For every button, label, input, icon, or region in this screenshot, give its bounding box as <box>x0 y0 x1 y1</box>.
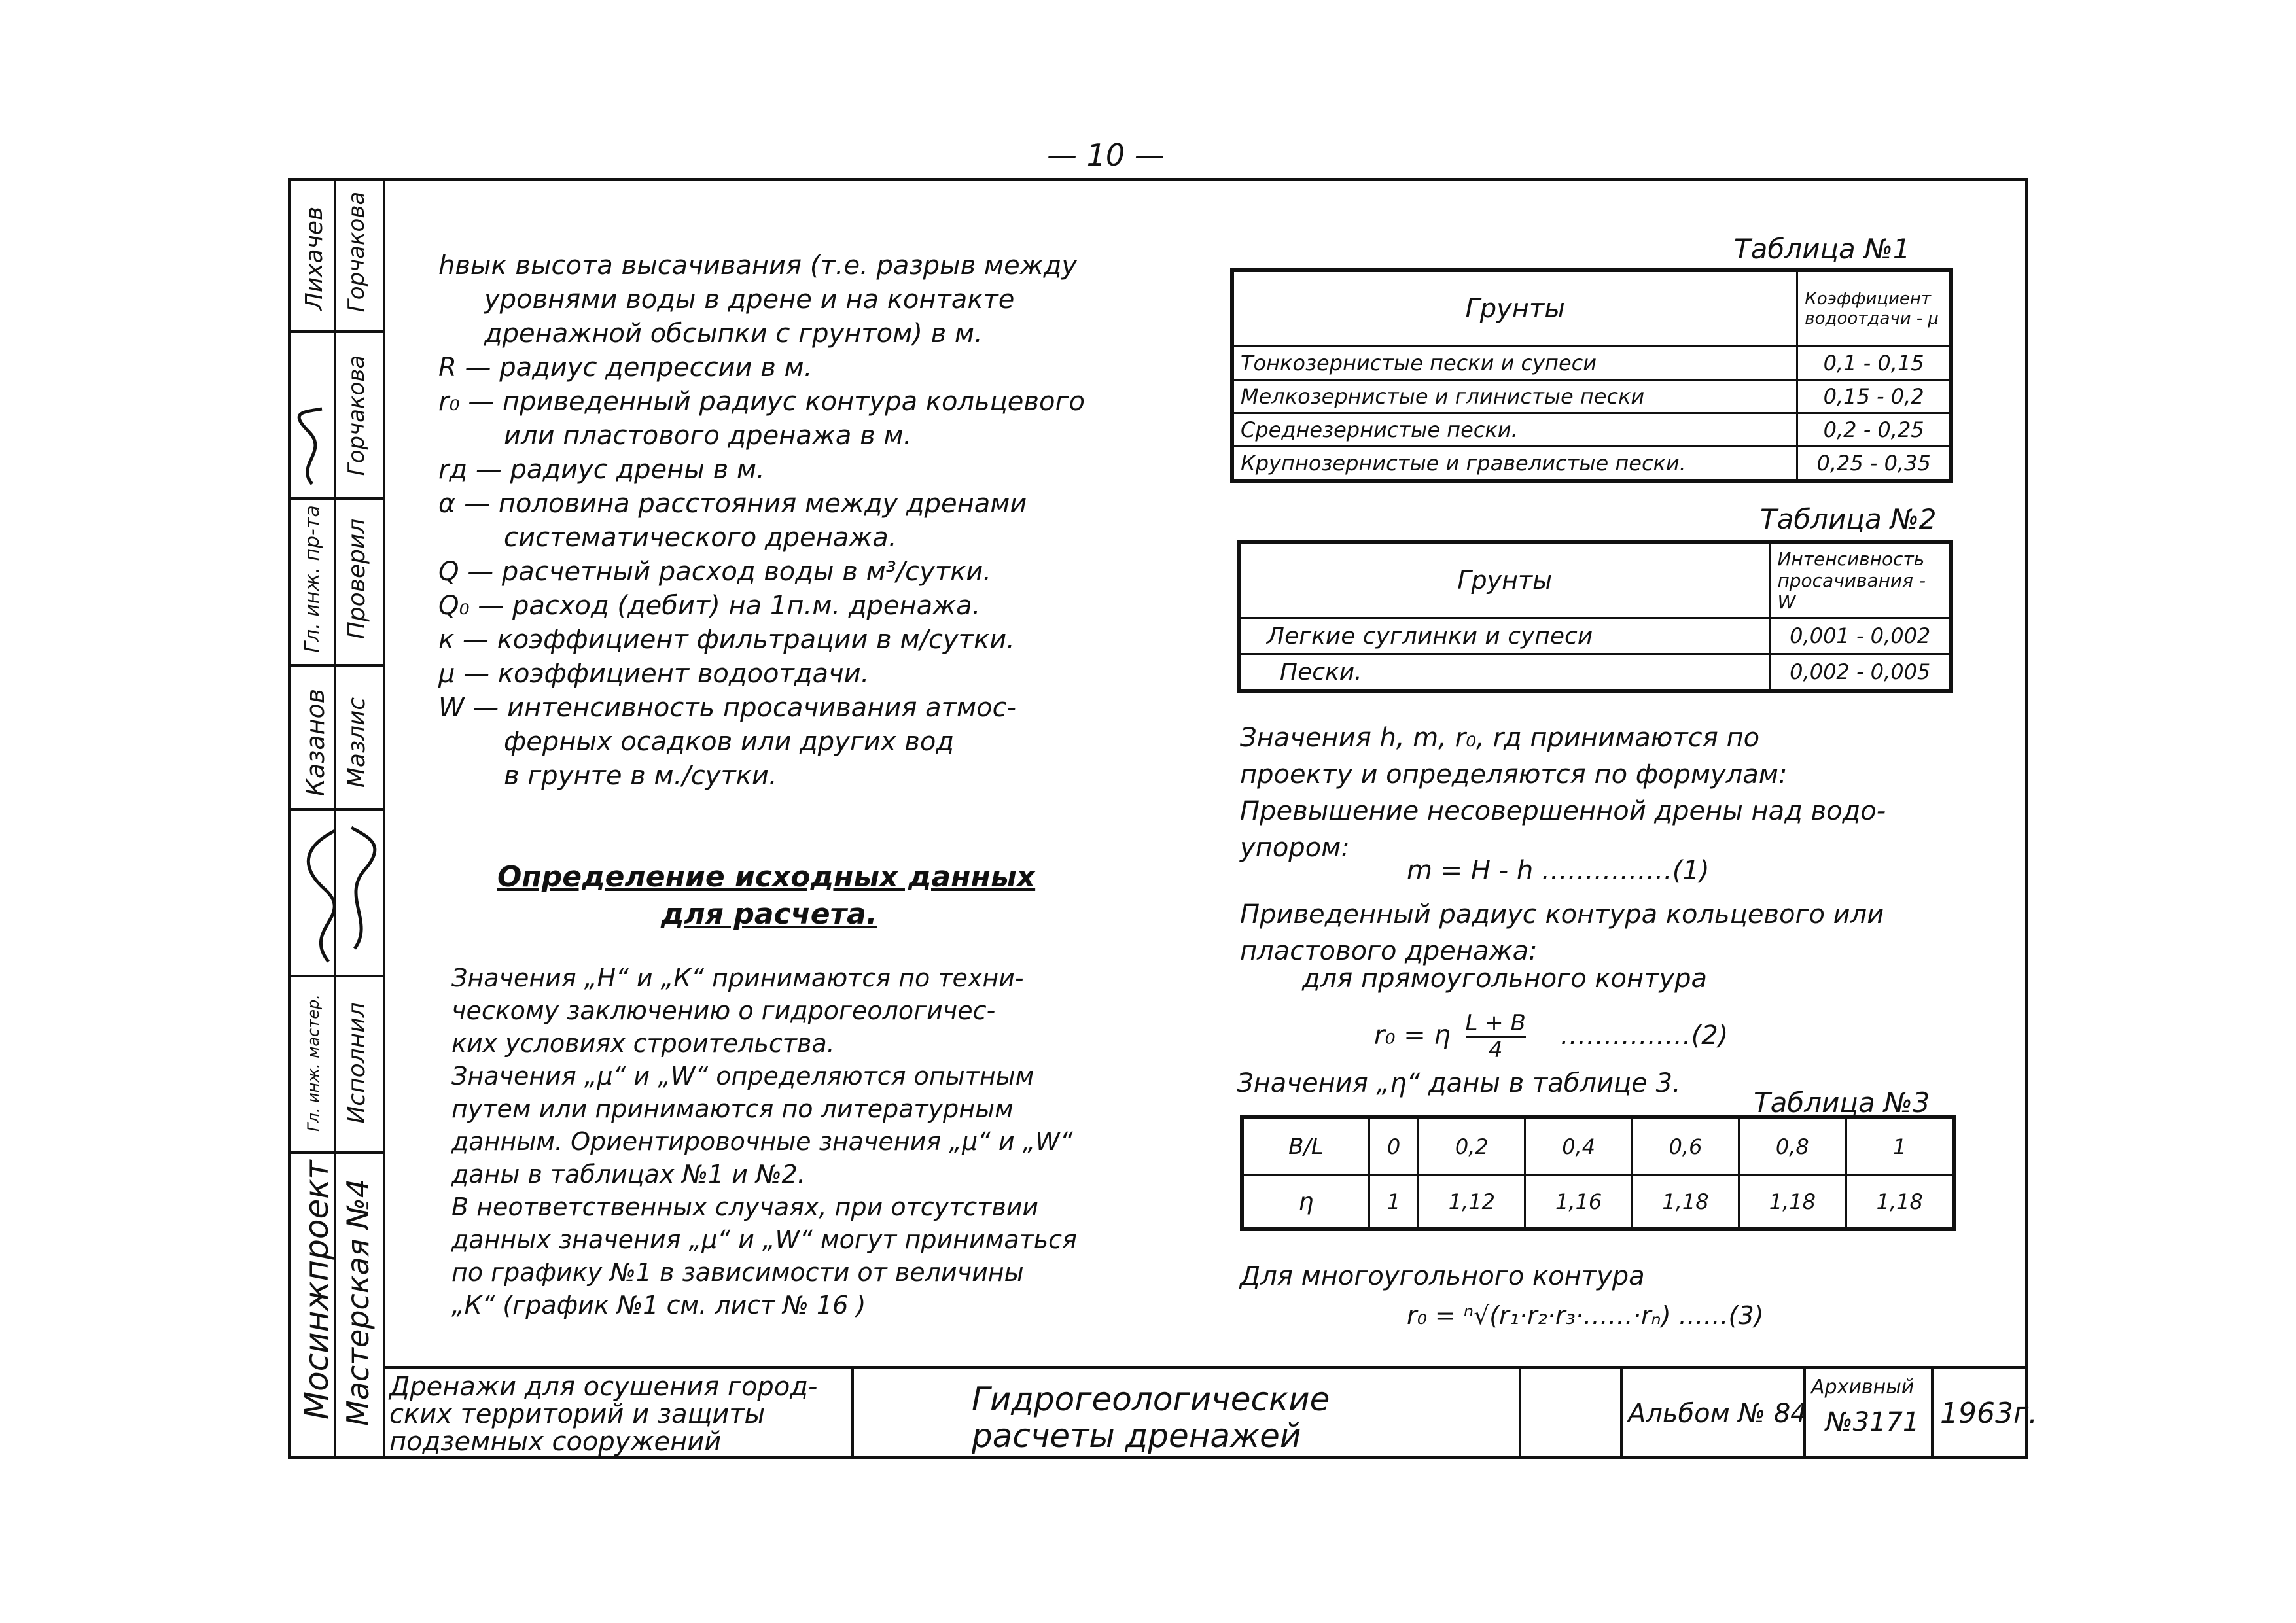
title-main-cell <box>854 1369 1521 1459</box>
stamp-role: Исполнил <box>344 1002 370 1124</box>
table3 <box>1240 1115 1956 1231</box>
section-body: Значения „Н“ и „К“ принимаются по техни- ческому заключению о гидрогеологичес- ких условиях строительства. Значения „μ“ и „W“ определяются опытным путем или принимаются по литературным данным. Ориентировочные значения „μ“ и „W“ даны в таблицах №1 и №2. В неответственных случаях, при отсутствии данных значения „μ“ и „W“ могут приниматься по графику №1 в зависимости от величины „К“ (график №1 см. лист № 16 ) <box>451 964 1077 1319</box>
signature-icon <box>289 818 381 968</box>
table2-caption: Таблица №2 <box>1760 503 1937 535</box>
table-row <box>1239 542 1951 618</box>
table-cell: 1 <box>1846 1117 1954 1176</box>
table-cell: η <box>1242 1176 1369 1230</box>
title-album-cell <box>1623 1369 1806 1459</box>
table-cell: 0,2 - 0,25 <box>1797 413 1951 447</box>
stamp-role: Гл. инж. пр-та <box>301 505 324 653</box>
table-header-cell: Коэффициент водоотдачи - μ <box>1797 270 1951 347</box>
table-header-cell: Грунты <box>1239 542 1770 618</box>
title-year: 1963г. <box>1940 1397 2038 1430</box>
table-cell: B/L <box>1242 1117 1369 1176</box>
title-subject: Дренажи для осушения город-ских территорий и защиты подземных сооружений <box>389 1372 818 1457</box>
table-cell: 0 <box>1369 1117 1419 1176</box>
title-album: Альбом № 84 <box>1628 1399 1807 1429</box>
stamp-name: Горчакова <box>344 191 370 313</box>
stamp-name: Лихачев <box>301 206 328 311</box>
table-cell: Легкие суглинки и супеси <box>1239 618 1770 654</box>
title-archive-no: №3171 <box>1826 1407 1920 1437</box>
stamp-name: Горчакова <box>344 355 370 476</box>
table-cell: 1 <box>1369 1176 1419 1230</box>
table-row <box>1232 347 1951 380</box>
table-row <box>1232 270 1951 347</box>
table3-caption: Таблица №3 <box>1754 1087 1930 1119</box>
table-row <box>1232 380 1951 413</box>
section-heading: для расчета. <box>661 898 877 931</box>
table-cell: Среднезернистые пески. <box>1232 413 1797 447</box>
table-row <box>1239 618 1951 654</box>
table-row <box>1242 1176 1954 1230</box>
table-cell: 0,2 <box>1419 1117 1525 1176</box>
page-number: — 10 — <box>1047 137 1165 173</box>
title-main: Гидрогеологические расчеты дренажей <box>972 1380 1330 1455</box>
signature-icon <box>289 406 335 491</box>
stamp-divider <box>383 178 385 1459</box>
table1 <box>1230 268 1953 483</box>
table-header-cell: Интенсивность просачивания - W <box>1770 542 1951 618</box>
table-cell: 0,6 <box>1632 1117 1739 1176</box>
table-cell: Пески. <box>1239 654 1770 691</box>
formula-1: m = H - h ……………(1) <box>1407 856 1710 886</box>
table-cell: 0,001 - 0,002 <box>1770 618 1951 654</box>
table-cell: Крупнозернистые и гравелистые пески. <box>1232 447 1797 481</box>
table-header-cell: Грунты <box>1232 270 1797 347</box>
legend: hвык высота высачивания (т.е. разрыв между уровнями воды в дрене и на контакте дренажной обсыпки с грунтом) в м. R — радиус депрессии в м. r₀ — приведенный радиус контура кольцевого или пластового дренажа в м. rд — радиус дрены в м. α — половина расстояния между дренами систематического дренажа. Q — расчетный расход воды в м³/сутки. Q₀ — расход (дебит) на 1п.м. дренажа. к — коэффициент фильтрации в м/сутки. μ — коэффициент водоотдачи. W — интенсивность просачивания атмос- ферных осадков или других вод в грунте в м./сутки. <box>438 251 1085 791</box>
table-cell: 1,12 <box>1419 1176 1525 1230</box>
table-row <box>1242 1117 1954 1176</box>
stamp-org: Мосинжпроект <box>298 1160 336 1420</box>
right-text: Приведенный радиус контура кольцевого или пластового дренажа: <box>1240 899 1884 966</box>
right-text: для прямоугольного контура <box>1302 964 1708 994</box>
table-row <box>1239 654 1951 691</box>
table-cell: 0,002 - 0,005 <box>1770 654 1951 691</box>
section-heading: Определение исходных данных <box>497 860 1036 894</box>
title-block <box>383 1366 2038 1459</box>
stamp-workshop: Мастерская №4 <box>340 1178 376 1426</box>
table2 <box>1237 540 1953 693</box>
table-row <box>1232 413 1951 447</box>
title-subject-cell <box>383 1369 854 1459</box>
table-cell: 1,16 <box>1525 1176 1632 1230</box>
table-cell: 0,1 - 0,15 <box>1797 347 1951 380</box>
table-cell: 0,25 - 0,35 <box>1797 447 1951 481</box>
stamp-role: Гл. инж. мастер. <box>304 994 323 1132</box>
table-cell: Тонкозернистые пески и супеси <box>1232 347 1797 380</box>
bottom-text: Для многоугольного контура <box>1240 1261 1645 1291</box>
title-empty-cell <box>1521 1369 1623 1459</box>
right-text: Значения h, m, r₀, rд принимаются по проекту и определяются по формулам: Превышение несовершенной дрены над водо- упором: <box>1240 723 1886 863</box>
formula-3: r₀ = ⁿ√(r₁·r₂·r₃·……·rₙ) ……(3) <box>1407 1301 1764 1330</box>
formula-2: r₀ = η $\frac{L + B}{4}$ ……………(2) <box>1374 1010 1729 1063</box>
table1-caption: Таблица №1 <box>1734 233 1911 265</box>
stamp-name: Казанов <box>301 688 330 797</box>
title-archive-label: Архивный <box>1811 1376 1915 1399</box>
table-cell: 1,18 <box>1632 1176 1739 1230</box>
title-archive-cell <box>1806 1369 1934 1459</box>
table-row <box>1232 447 1951 481</box>
table-cell: 1,18 <box>1846 1176 1954 1230</box>
table-cell: 0,8 <box>1739 1117 1846 1176</box>
table-cell: Мелкозернистые и глинистые пески <box>1232 380 1797 413</box>
table-cell: 0,15 - 0,2 <box>1797 380 1951 413</box>
stamp-role: Проверил <box>344 518 370 640</box>
table-cell: 0,4 <box>1525 1117 1632 1176</box>
right-text: Значения „η“ даны в таблице 3. <box>1237 1068 1681 1098</box>
stamp-name: Мазлис <box>344 697 370 788</box>
table-cell: 1,18 <box>1739 1176 1846 1230</box>
